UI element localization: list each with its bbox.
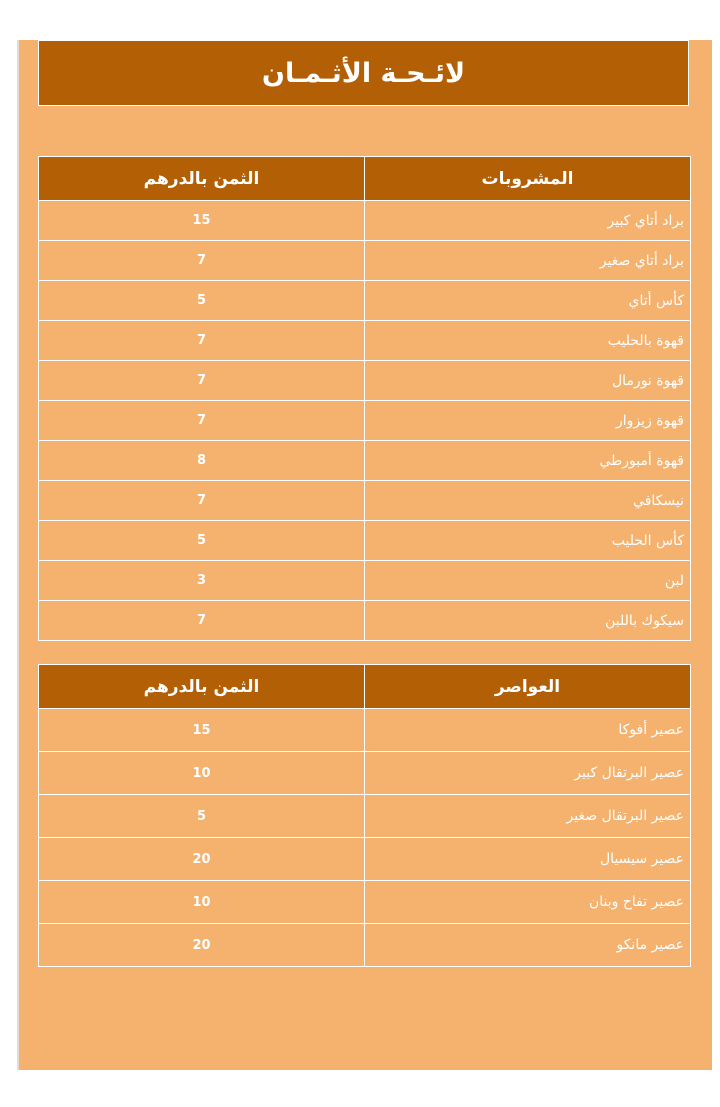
drinks-name-header: المشروبات xyxy=(365,157,691,201)
juices-header-row xyxy=(39,665,691,709)
item-price: 7 xyxy=(39,401,365,441)
drinks-price-header: الثمن بالدرهم xyxy=(39,157,365,201)
item-price: 20 xyxy=(39,924,365,967)
item-name: عصير مانكو xyxy=(365,924,691,967)
item-price: 20 xyxy=(39,838,365,881)
item-name: عصير أفوكا xyxy=(365,709,691,752)
item-name: براد أتاي كبير xyxy=(365,201,691,241)
item-name: كأس الحليب xyxy=(365,521,691,561)
table-row xyxy=(39,361,691,401)
item-name: عصير تفاح وبنان xyxy=(365,881,691,924)
item-name: كأس أتاي xyxy=(365,281,691,321)
item-price: 8 xyxy=(39,441,365,481)
table-row xyxy=(39,752,691,795)
item-price: 7 xyxy=(39,321,365,361)
item-name: براد أتاي صغير xyxy=(365,241,691,281)
item-price: 7 xyxy=(39,601,365,641)
item-name: عصير البرتقال كبير xyxy=(365,752,691,795)
item-name: قهوة نورمال xyxy=(365,361,691,401)
table-row xyxy=(39,709,691,752)
item-name: سيكوك باللبن xyxy=(365,601,691,641)
table-row xyxy=(39,201,691,241)
table-row xyxy=(39,321,691,361)
item-price: 15 xyxy=(39,201,365,241)
item-name: لبن xyxy=(365,561,691,601)
item-name: نيسكافي xyxy=(365,481,691,521)
item-name: قهوة أمبورطي xyxy=(365,441,691,481)
item-price: 10 xyxy=(39,881,365,924)
item-name: عصير سيسيال xyxy=(365,838,691,881)
table-row xyxy=(39,561,691,601)
table-row xyxy=(39,441,691,481)
table-row xyxy=(39,795,691,838)
item-name: قهوة زيزوار xyxy=(365,401,691,441)
item-price: 10 xyxy=(39,752,365,795)
table-row xyxy=(39,924,691,967)
table-row xyxy=(39,401,691,441)
juices-price-header: الثمن بالدرهم xyxy=(39,665,365,709)
drinks-header-row xyxy=(39,157,691,201)
item-price: 7 xyxy=(39,241,365,281)
table-row xyxy=(39,281,691,321)
juices-table xyxy=(38,664,691,967)
table-row xyxy=(39,838,691,881)
item-price: 7 xyxy=(39,481,365,521)
juices-name-header: العواصر xyxy=(365,665,691,709)
item-price: 5 xyxy=(39,281,365,321)
item-name: عصير البرتقال صغير xyxy=(365,795,691,838)
table-row xyxy=(39,241,691,281)
item-price: 3 xyxy=(39,561,365,601)
drinks-table xyxy=(38,156,691,641)
price-list-page xyxy=(17,40,712,1070)
page-title: لائـحـة الأثـمـان xyxy=(38,40,689,106)
table-row xyxy=(39,601,691,641)
item-price: 5 xyxy=(39,795,365,838)
table-row xyxy=(39,521,691,561)
item-price: 5 xyxy=(39,521,365,561)
item-price: 7 xyxy=(39,361,365,401)
table-row xyxy=(39,881,691,924)
item-price: 15 xyxy=(39,709,365,752)
item-name: قهوة بالحليب xyxy=(365,321,691,361)
table-row xyxy=(39,481,691,521)
